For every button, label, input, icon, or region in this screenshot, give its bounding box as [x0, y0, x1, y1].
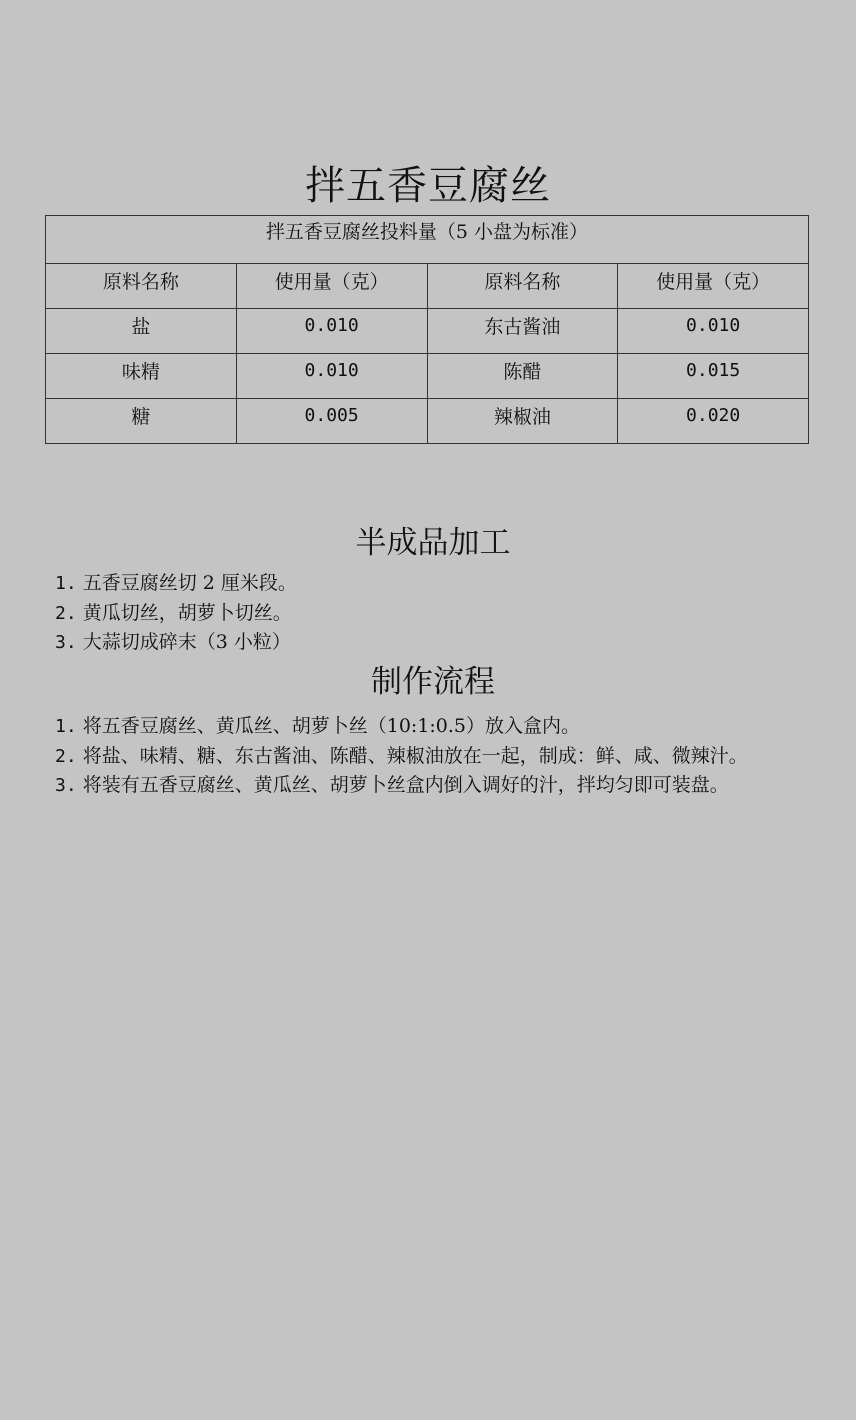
table-row: [46, 399, 809, 444]
ingredient-amount: 0.015: [618, 354, 809, 399]
step-number: 1.: [55, 573, 77, 594]
ingredient-amount: 0.010: [236, 309, 427, 354]
step-number: 1.: [55, 716, 77, 737]
column-header: 原料名称: [427, 264, 618, 309]
process-step-list: [55, 712, 815, 801]
ingredient-table: [45, 215, 809, 444]
step-text: 将装有五香豆腐丝、黄瓜丝、胡萝卜丝盒内倒入调好的汁，拌均匀即可装盘。: [82, 774, 729, 796]
table-header-row: [46, 264, 809, 309]
ingredient-name: 陈醋: [427, 354, 618, 399]
ingredient-name: 辣椒油: [427, 399, 618, 444]
step-text: 将盐、味精、糖、东古酱油、陈醋、辣椒油放在一起，制成：鲜、咸、微辣汁。: [82, 744, 748, 767]
ingredient-name: 味精: [46, 354, 237, 399]
prep-step: [55, 599, 815, 629]
step-number: 3.: [55, 775, 77, 796]
process-step: [55, 742, 815, 772]
column-header: 使用量（克）: [236, 264, 427, 309]
process-step: [55, 771, 815, 801]
ingredient-amount: 0.020: [618, 399, 809, 444]
prep-heading: 半成品加工: [355, 525, 511, 561]
step-number: 2.: [55, 745, 77, 767]
step-number: 2.: [55, 602, 77, 624]
column-header: 使用量（克）: [618, 264, 809, 309]
step-text: 将五香豆腐丝、黄瓜丝、胡萝卜丝（10:1:0.5）放入盒内。: [82, 715, 581, 737]
ingredient-amount: 0.010: [236, 354, 427, 399]
process-step: [55, 712, 815, 742]
ingredient-name: 糖: [46, 399, 237, 444]
prep-step: [55, 628, 815, 658]
step-text: 五香豆腐丝切 2 厘米段。: [82, 572, 297, 594]
step-text: 黄瓜切丝，胡萝卜切丝。: [82, 601, 292, 624]
step-number: 3.: [55, 632, 77, 653]
table-caption: 拌五香豆腐丝投料量（5 小盘为标准）: [46, 216, 809, 264]
prep-step: [55, 569, 815, 599]
column-header: 原料名称: [46, 264, 237, 309]
table-row: [46, 354, 809, 399]
ingredient-name: 盐: [46, 309, 237, 354]
process-heading: 制作流程: [371, 664, 495, 700]
ingredient-amount: 0.010: [618, 309, 809, 354]
prep-step-list: [55, 569, 815, 658]
table-caption-row: [46, 216, 809, 264]
table-row: [46, 309, 809, 354]
ingredient-name: 东古酱油: [427, 309, 618, 354]
ingredient-amount: 0.005: [236, 399, 427, 444]
document-title: 拌五香豆腐丝: [305, 163, 551, 209]
step-text: 大蒜切成碎末（3 小粒）: [82, 631, 291, 653]
